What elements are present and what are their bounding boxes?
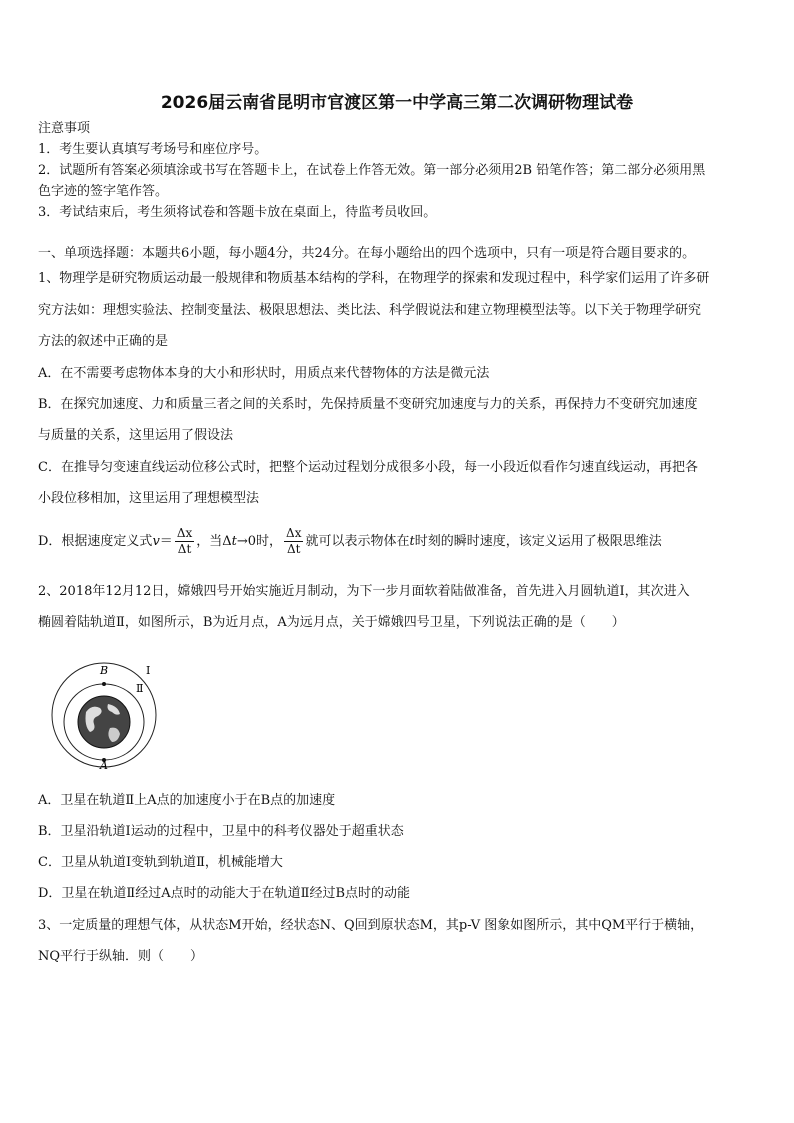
fraction-numerator-2: Δx (286, 526, 302, 540)
q2-option-a: A．卫星在轨道Ⅱ上A点的加速度小于在B点的加速度 (38, 793, 336, 808)
label-b: B (100, 664, 109, 677)
q1-option-d-v: v (152, 534, 160, 549)
q1-option-d-t2: t (409, 534, 415, 549)
q2-stem-2: 椭圆着陆轨道Ⅱ，如图所示，B为近月点，A为远月点，关于嫦娥四号卫星，下列说法正确的是（ ） (38, 615, 625, 630)
q2-option-b: B．卫星沿轨道Ⅰ运动的过程中，卫星中的科考仪器处于超重状态 (38, 824, 404, 839)
q1-option-b-1: B．在探究加速度、力和质量三者之间的关系时，先保持质量不变研究加速度与力的关系，再保持力不变研究加速度 (38, 397, 698, 412)
fraction-denominator-2: Δt (287, 542, 301, 556)
q1-option-d-mid: ，当Δ (196, 534, 232, 549)
q2-option-d: D．卫星在轨道Ⅱ经过A点时的动能大于在轨道Ⅱ经过B点时的动能 (38, 886, 411, 901)
q1-option-b-2: 与质量的关系，这里运用了假设法 (38, 428, 234, 443)
q1-option-a: A．在不需要考虑物体本身的大小和形状时，用质点来代替物体的方法是微元法 (38, 366, 490, 381)
orbit-figure (48, 660, 168, 770)
fraction-denominator: Δt (177, 542, 192, 556)
point-b-marker (102, 682, 106, 686)
q1-option-d-post1: 就可以表示物体在 (305, 534, 410, 549)
q1-stem-2: 究方法如：理想实验法、控制变量法、极限思想法、类比法、科学假说法和建立物理模型法等。以下关于物理学研究 (38, 303, 702, 318)
q1-option-d-post2: 时刻的瞬时速度，该定义运用了极限思维法 (414, 534, 662, 549)
q1-stem-3: 方法的叙述中正确的是 (38, 334, 169, 349)
section-heading: 一、单项选择题：本题共6小题，每小题4分，共24分。在每小题给出的四个选项中，只有一项是符合题目要求的。 (38, 246, 696, 261)
notice-item-2-cont: 色字迹的签字笔作答。 (38, 184, 169, 199)
notice-item-2: 2．试题所有答案必须填涂或书写在答题卡上，在试卷上作答无效。第一部分必须用2B 铅笔作答；第二部分必须用黑 (38, 163, 706, 178)
q2-option-c: C．卫星从轨道Ⅰ变轨到轨道Ⅱ，机械能增大 (38, 855, 283, 870)
q2-stem-1: 2、2018年12月12日，嫦娥四号开始实施近月制动，为下一步月面软着陆做准备，首先进入月圆轨道Ⅰ，其次进入 (38, 584, 690, 599)
q1-option-c-2: 小段位移相加，这里运用了理想模型法 (38, 491, 260, 506)
q1-option-d-eq: ＝ (159, 534, 173, 549)
q1-option-c-1: C．在推导匀变速直线运动位移公式时，把整个运动过程划分成很多小段，每一小段近似看作匀速直线运动，再把各 (38, 460, 698, 475)
q1-stem-1: 1、物理学是研究物质运动最一般规律和物质基本结构的学科，在物理学的探索和发现过程中，科学家们运用了许多研 (38, 271, 710, 286)
q1-option-d (38, 524, 662, 560)
page-title: 2026届云南省昆明市官渡区第一中学高三第二次调研物理试卷 (160, 93, 634, 113)
q1-option-d-arrow: →0时， (236, 534, 283, 549)
label-a: A (100, 759, 108, 770)
velocity-fraction (175, 526, 194, 557)
q1-option-d-t: t (231, 534, 237, 549)
notice-heading: 注意事项 (38, 121, 91, 136)
q3-stem-1: 3、一定质量的理想气体，从状态M开始，经状态N、Q回到原状态M，其p-V 图象如图所示，其中QM平行于横轴， (38, 918, 704, 933)
q3-stem-2: NQ平行于纵轴．则（ ） (38, 949, 204, 964)
velocity-fraction-2 (284, 526, 303, 557)
label-orbit-1: Ⅰ (146, 664, 151, 677)
q1-option-d-pre: D．根据速度定义式 (38, 534, 153, 549)
notice-item-3: 3．考试结束后，考生须将试卷和答题卡放在桌面上，待监考员收回。 (38, 205, 437, 220)
label-orbit-2: Ⅱ (136, 682, 144, 695)
notice-item-1: 1．考生要认真填写考场号和座位序号。 (38, 142, 268, 157)
fraction-numerator: Δx (176, 526, 193, 540)
